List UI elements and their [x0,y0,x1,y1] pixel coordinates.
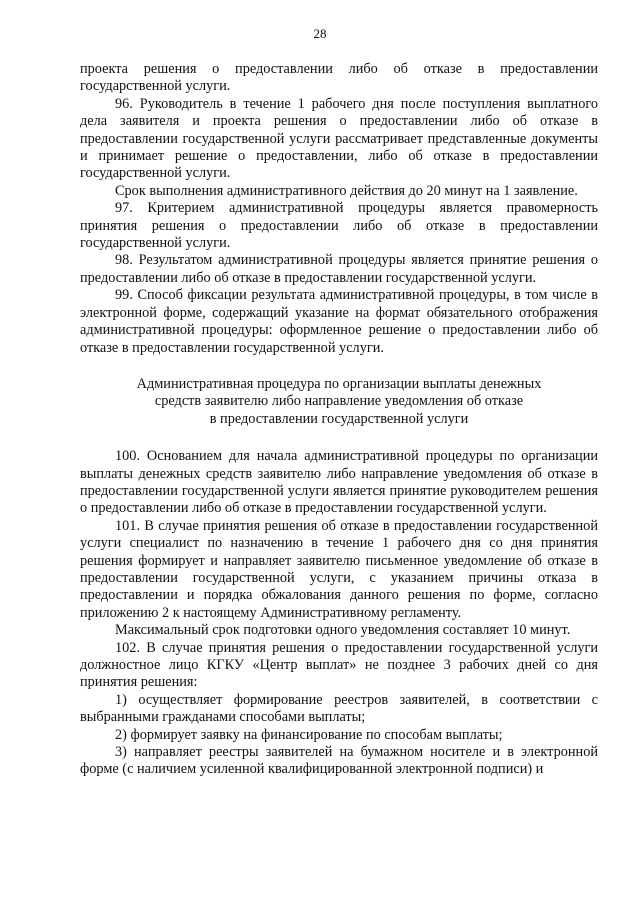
list-item-102-2: 2) формирует заявку на финансирование по способам выплаты; [115,726,503,743]
section-heading [80,376,598,428]
paragraph-95-continuation: проекта решения о предоставлении либо об отказе в предоставлении государственной услуги. [80,61,598,95]
paragraph-102: 102. В случае принятия решения о предоставлении государственной услуги должностное лицо КГКУ «Центр выплат» не позднее 3 рабочих дней со дня принятия решения: [80,639,598,691]
section-heading-line: Административная процедура по организации выплаты денежных [136,375,542,392]
page-number: 28 [313,26,327,41]
paragraph-101: 101. В случае принятия решения об отказе в предоставлении государственной услуги специалист по назначению в течение 1 рабочего дня со дня принятия решения формирует и направляет заявителю письменное уведомление об отказе в предоставлении государственной услуги, с указанием причины отказа в предоставлении и порядка обжалования данного решения по форме, согласно приложению 2 к настоящему Административному регламенту. [80,517,598,621]
paragraph-101-deadline: Максимальный срок подготовки одного уведомления составляет 10 минут. [115,622,571,639]
paragraph-97: 97. Критерием административной процедуры является правомерность принятия решения о предоставлении либо об отказе в предоставлении государственной услуги. [80,200,598,252]
paragraph-96-deadline: Срок выполнения административного действия до 20 минут на 1 заявление. [115,182,578,199]
paragraph-98: 98. Результатом административной процедуры является принятие решения о предоставлении либо об отказе в предоставлении государственной услуги. [80,252,598,286]
paragraph-96: 96. Руководитель в течение 1 рабочего дня после поступления выплатного дела заявителя и проекта решения о предоставлении либо об отказе в предоставлении государственной услуги рассматривает представленные документы и принимает решение о предоставлении, либо об отказе в предоставлении государственной услуги. [80,95,598,182]
paragraph-99: 99. Способ фиксации результата административной процедуры, в том числе в электронной форме, содержащий указание на формат обязательного отображения административной процедуры: оформленное решение о предоставлении либо об отказе в предоставлении государственной услуги. [80,287,598,356]
list-item-102-3: 3) направляет реестры заявителей на бумажном носителе и в электронной форме (с наличием усиленной квалифицированной электронной подписи) и [80,744,598,778]
list-item-102-1: 1) осуществляет формирование реестров заявителей, в соответствии с выбранными гражданами способами выплаты; [80,691,598,726]
document-body [80,61,598,779]
paragraph-100: 100. Основанием для начала административной процедуры по организации выплаты денежных средств заявителю либо направление уведомления об отказе в предоставлении государственной услуги является принятие руководителем решения о предоставлении либо об отказе в предоставлении государственной услуги. [80,448,598,517]
section-heading-line: в предоставлении государственной услуги [209,410,469,427]
section-heading-line: средств заявителю либо направление уведомления об отказе [154,393,524,410]
